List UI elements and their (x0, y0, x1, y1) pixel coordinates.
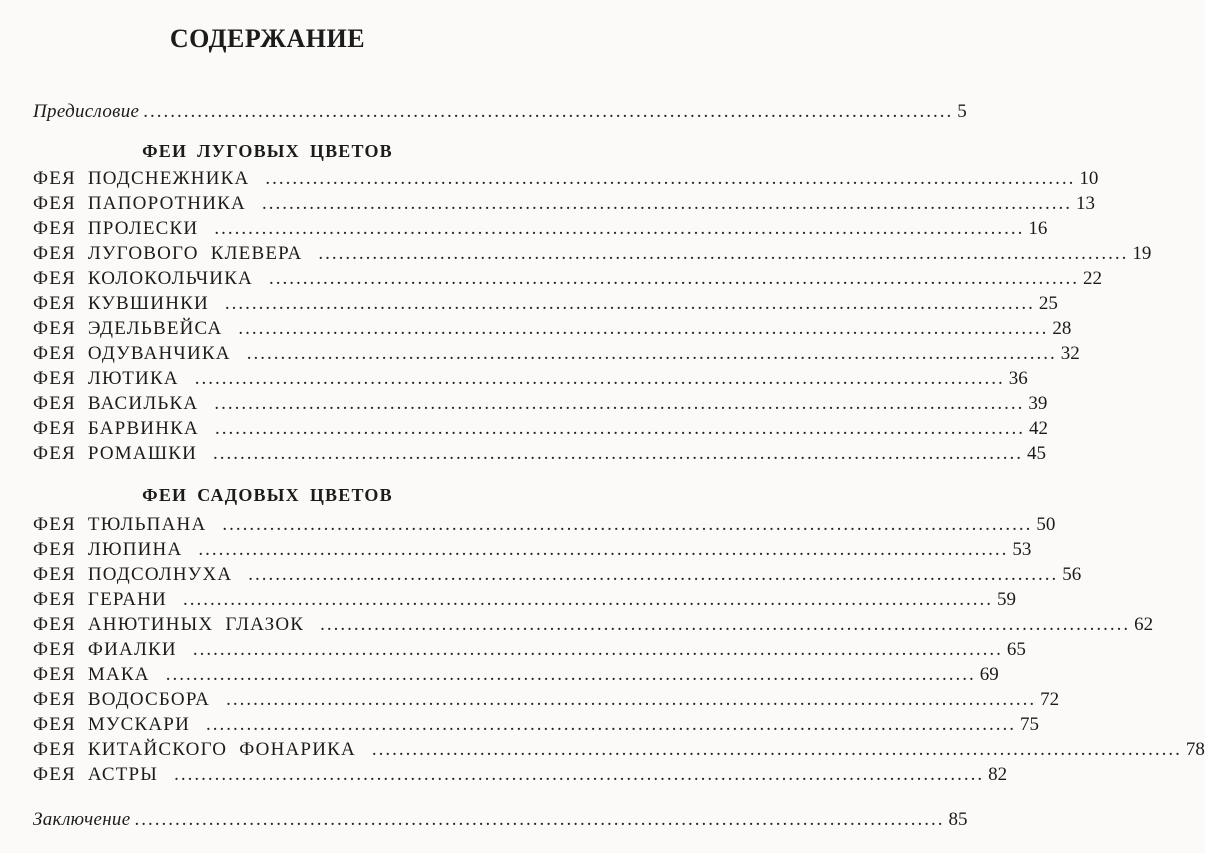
toc-entry-label: ФЕЯ КУВШИНКИ (33, 293, 209, 314)
dot-leader: ........................................................................................................................ (248, 564, 1059, 585)
dot-leader: ........................................................................................................................ (268, 268, 1079, 289)
dot-leader: ........................................................................................................................ (194, 368, 1005, 389)
toc-entry (33, 441, 1046, 466)
toc-entry-page: 75 (1020, 714, 1039, 735)
toc-entry-page: 69 (979, 664, 999, 685)
toc-entry (33, 562, 1082, 587)
toc-entry-label: ФЕЯ ФИАЛКИ (33, 639, 177, 660)
toc-entry-label: ФЕЯ ПРОЛЕСКИ (33, 218, 199, 239)
toc-entry (33, 191, 1095, 216)
toc-entry-label: ФЕЯ ВОДОСБОРА (33, 689, 211, 710)
page-title: СОДЕРЖАНИЕ (169, 24, 366, 53)
toc-entry-label: ФЕЯ ЭДЕЛЬВЕЙСА (33, 318, 223, 339)
toc-entry (33, 662, 999, 687)
toc-entry (33, 687, 1060, 712)
toc-entry (33, 316, 1072, 341)
toc-entry-preface (33, 99, 967, 124)
toc-entry-label: ФЕЯ ПОДСНЕЖНИКА (33, 168, 250, 189)
dot-leader: ........................................................................................................................ (214, 393, 1025, 414)
toc-entry-page: 22 (1082, 268, 1102, 289)
toc-entry (33, 366, 1028, 391)
toc-entry (33, 737, 1205, 762)
toc-entry-page: 36 (1008, 368, 1028, 389)
dot-leader: ........................................................................................................................ (165, 664, 976, 685)
toc-entry (33, 416, 1048, 441)
toc-entry (33, 216, 1048, 241)
dot-leader: ........................................................................................................................ (214, 218, 1025, 239)
dot-leader: ........................................................................................................................ (226, 689, 1037, 710)
toc-entry-page: 39 (1028, 393, 1048, 414)
dot-leader: ........................................................................................................................ (318, 243, 1129, 264)
dot-leader: ........................................................................................................................ (214, 418, 1025, 439)
dot-leader: ........................................................................................................................ (174, 764, 985, 785)
toc-entry (33, 762, 1008, 787)
toc-entry (33, 391, 1048, 416)
toc-entry-label: ФЕЯ ЛУГОВОГО КЛЕВЕРА (33, 243, 303, 264)
section-heading-meadow: ФЕИ ЛУГОВЫХ ЦВЕТОВ (142, 141, 393, 161)
toc-entry-page: 62 (1134, 614, 1154, 635)
toc-entry-page: 45 (1027, 443, 1046, 464)
toc-entry-label: ФЕЯ ВАСИЛЬКА (33, 393, 199, 414)
dot-leader: ........................................................................................................................ (265, 168, 1076, 189)
toc-entry (33, 291, 1058, 316)
toc-entry-page: 19 (1132, 243, 1152, 264)
toc-entry (33, 166, 1099, 191)
toc-entry (33, 587, 1016, 612)
toc-entry-label: ФЕЯ БАРВИНКА (33, 418, 199, 439)
toc-entry-label: ФЕЯ АНЮТИНЫХ ГЛАЗОК (33, 614, 305, 635)
dot-leader: ........................................................................................................................ (246, 343, 1057, 364)
toc-entry (33, 512, 1056, 537)
toc-entry (33, 637, 1026, 662)
toc-entry-page: 5 (957, 101, 967, 122)
toc-entry-page: 50 (1036, 514, 1056, 535)
toc-entry-page: 59 (996, 589, 1016, 610)
dot-leader: ........................................................................................................................ (198, 539, 1009, 560)
dot-leader: ........................................................................................................................ (320, 614, 1131, 635)
dot-leader: ........................................................................................................................ (192, 639, 1003, 660)
toc-entry-page: 85 (948, 809, 968, 830)
toc-entry-label: ФЕЯ ТЮЛЬПАНА (33, 514, 207, 535)
toc-entry-label: ФЕЯ ПАПОРОТНИКА (33, 193, 246, 214)
toc-entry-page: 53 (1012, 539, 1032, 560)
toc-entry-label: ФЕЯ ЛЮТИКА (33, 368, 179, 389)
toc-entry-label: ФЕЯ АСТРЫ (33, 764, 159, 785)
toc-entry-page: 32 (1060, 343, 1080, 364)
toc-entry-page: 13 (1075, 193, 1095, 214)
toc-entry-page: 72 (1040, 689, 1060, 710)
toc-entry-page: 16 (1028, 218, 1048, 239)
toc-entry-label: ФЕЯ ГЕРАНИ (33, 589, 167, 610)
toc-entry-label: ФЕЯ ЛЮПИНА (33, 539, 183, 560)
toc-entry-page: 56 (1062, 564, 1082, 585)
dot-leader: ........................................................................................................................ (238, 318, 1049, 339)
dot-leader: ........................................................................................................................ (261, 193, 1072, 214)
toc-entry-page: 78 (1185, 739, 1205, 760)
toc-entry-label: Заключение (33, 809, 131, 830)
toc-entry-conclusion (33, 807, 968, 832)
toc-entry-page: 82 (988, 764, 1008, 785)
toc-entry (33, 537, 1032, 562)
toc-entry-page: 42 (1028, 418, 1048, 439)
dot-leader: ........................................................................................................................ (371, 739, 1182, 760)
section-heading-garden: ФЕИ САДОВЫХ ЦВЕТОВ (142, 485, 393, 505)
toc-entry-label: ФЕЯ ПОДСОЛНУХА (33, 564, 233, 585)
toc-entry-label: ФЕЯ МАКА (33, 664, 150, 685)
toc-entry-label: ФЕЯ ОДУВАНЧИКА (33, 343, 231, 364)
toc-entry-label: ФЕЯ МУСКАРИ (33, 714, 190, 735)
dot-leader: ........................................................................................................................ (143, 101, 954, 122)
toc-list-meadow (33, 166, 1152, 466)
dot-leader: ........................................................................................................................ (222, 514, 1033, 535)
toc-entry-label: ФЕЯ КИТАЙСКОГО ФОНАРИКА (33, 739, 356, 760)
toc-entry (33, 341, 1080, 366)
dot-leader: ........................................................................................................................ (213, 443, 1023, 464)
toc-entry (33, 612, 1154, 637)
dot-leader: ........................................................................................................................ (134, 809, 945, 830)
toc-entry (33, 241, 1152, 266)
toc-list-garden (33, 512, 1205, 787)
toc-entry-page: 28 (1052, 318, 1072, 339)
dot-leader: ........................................................................................................................ (182, 589, 993, 610)
toc-entry-label: ФЕЯ РОМАШКИ (33, 443, 197, 464)
dot-leader: ........................................................................................................................ (206, 714, 1016, 735)
toc-entry (33, 266, 1102, 291)
dot-leader: ........................................................................................................................ (224, 293, 1035, 314)
toc-entry-page: 25 (1038, 293, 1058, 314)
toc-entry-page: 10 (1079, 168, 1099, 189)
toc-entry (33, 712, 1039, 737)
toc-entry-page: 65 (1006, 639, 1026, 660)
toc-entry-label: Предисловие (33, 101, 140, 122)
toc-entry-label: ФЕЯ КОЛОКОЛЬЧИКА (33, 268, 253, 289)
